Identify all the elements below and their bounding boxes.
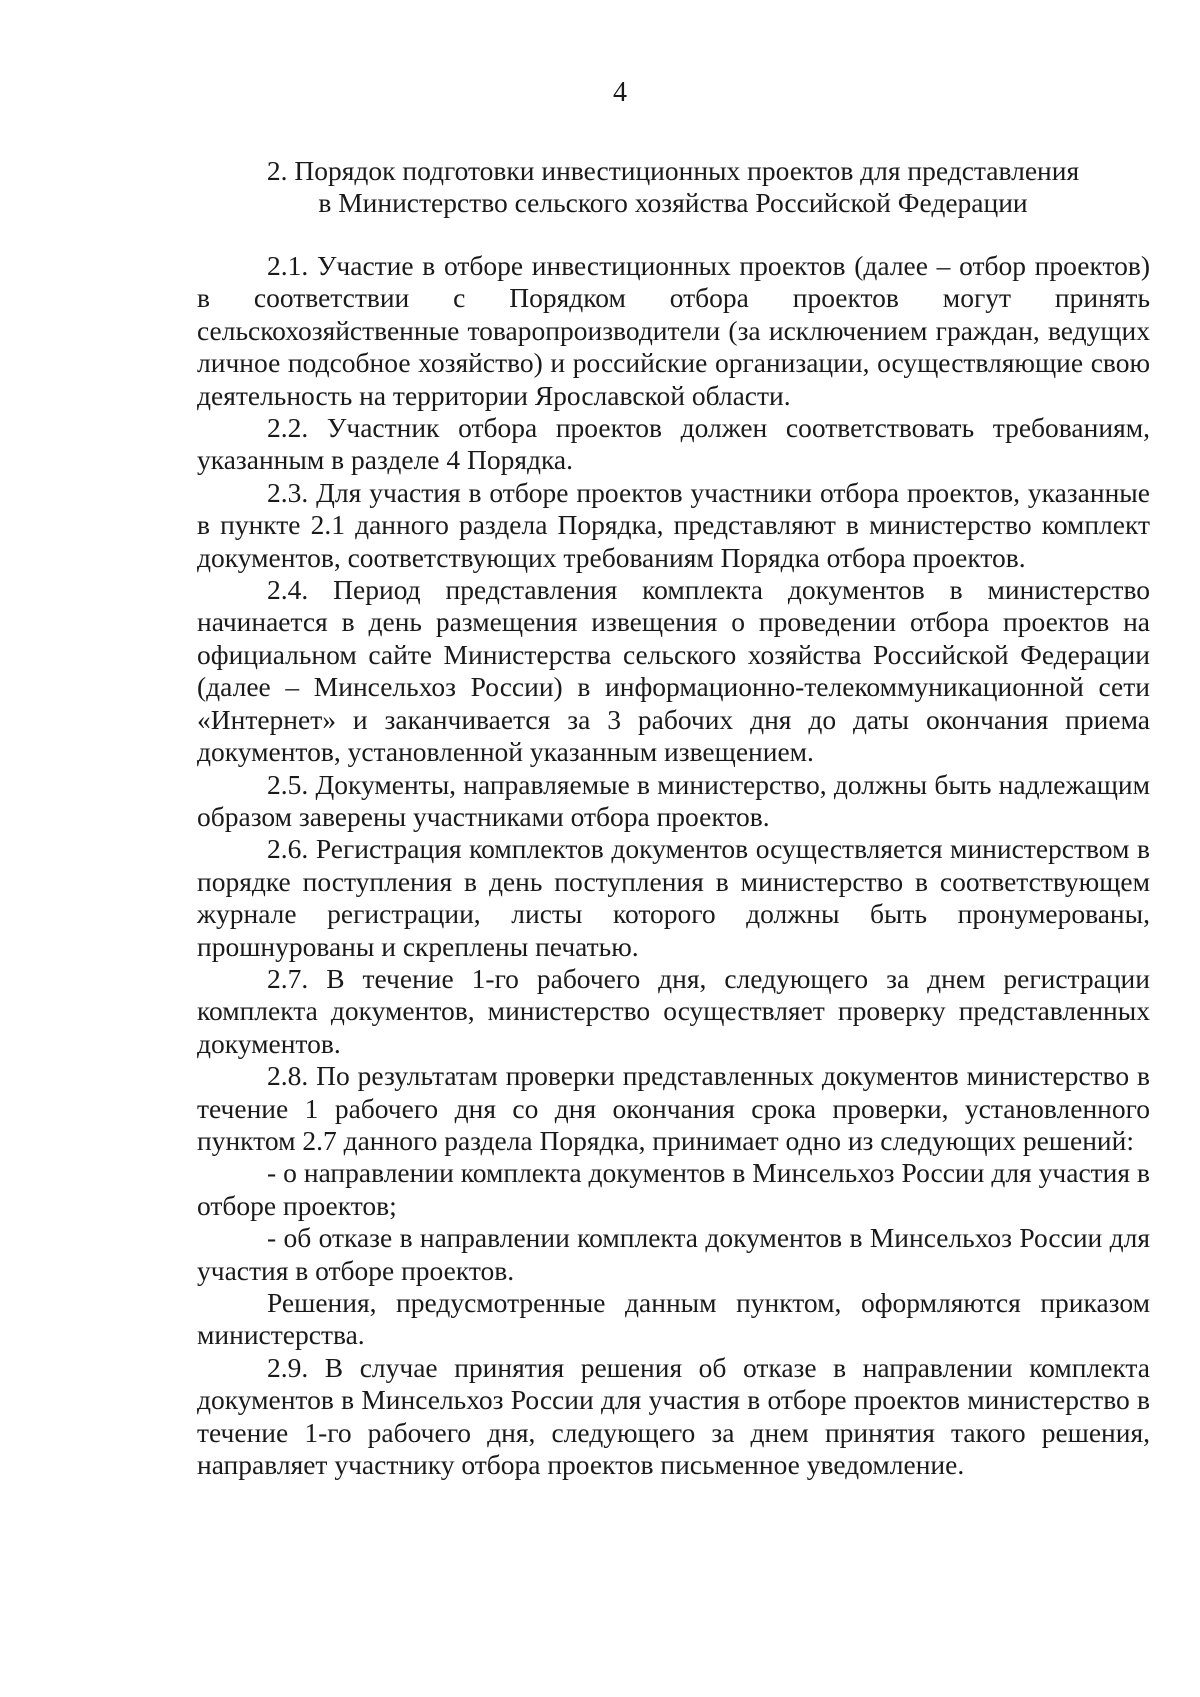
paragraph-2-5: 2.5. Документы, направляемые в министерство, должны быть надлежащим образом заверены участниками отбора проектов. [197,768,1150,832]
paragraph-decisions-order: Решения, предусмотренные данным пунктом, оформляются приказом министерства. [197,1287,1150,1351]
page-number: 4 [613,77,627,108]
section-heading-line: в Министерство сельского хозяйства Российской Федерации [318,187,1028,218]
paragraph-2-4: 2.4. Период представления комплекта документов в министерство начинается в день размещения извещения о проведении отбора проектов на официальном сайте Министерства сельского хозяйства Российской Федерации (далее – Минсельхоз России) в информационно-телекоммуникационной сети «Интернет» и заканчивается за 3 рабочих дня до даты окончания приема документов, установленной указанным извещением. [197,574,1150,768]
document-body [197,250,1150,1481]
paragraph-2-8: 2.8. По результатам проверки представленных документов министерство в течение 1 рабочего дня со дня окончания срока проверки, установленного пунктом 2.7 данного раздела Порядка, принимает одно из следующих решений: [197,1060,1150,1156]
paragraph-2-9: 2.9. В случае принятия решения об отказе в направлении комплекта документов в Минсельхоз России для участия в отборе проектов министерство в течение 1-го рабочего дня, следующего за днем принятия такого решения, направляет участнику отбора проектов письменное уведомление. [197,1351,1150,1481]
paragraph-2-6: 2.6. Регистрация комплектов документов осуществляется министерством в порядке поступления в день поступления в министерство в соответствующем журнале регистрации, листы которого должны быть пронумерованы, прошнурованы и скреплены печатью. [197,833,1150,962]
paragraph-2-7: 2.7. В течение 1-го рабочего дня, следующего за днем регистрации комплекта документов, министерство осуществляет проверку представленных документов. [197,962,1150,1059]
paragraph-2-1: 2.1. Участие в отборе инвестиционных проектов (далее – отбор проектов) в соответствии с Порядком отбора проектов могут принять сельскохозяйственные товаропроизводители (за исключением граждан, ведущих личное подсобное хозяйство) и российские организации, осуществляющие свою деятельность на территории Ярославской области. [197,250,1150,411]
list-item-refusal-decision: - об отказе в направлении комплекта документов в Минсельхоз России для участия в отборе проектов. [197,1222,1150,1286]
paragraph-2-3: 2.3. Для участия в отборе проектов участники отбора проектов, указанные в пункте 2.1 данного раздела Порядка, представляют в министерство комплект документов, соответствующих требованиям Порядка отбора проектов. [197,476,1150,573]
section-heading-line: 2. Порядок подготовки инвестиционных проектов для представления [266,155,1080,186]
paragraph-2-2: 2.2. Участник отбора проектов должен соответствовать требованиям, указанным в разделе 4 Порядка. [197,412,1150,476]
list-item-forward-decision: - о направлении комплекта документов в Минсельхоз России для участия в отборе проектов; [197,1157,1150,1221]
section-heading [200,155,1146,219]
